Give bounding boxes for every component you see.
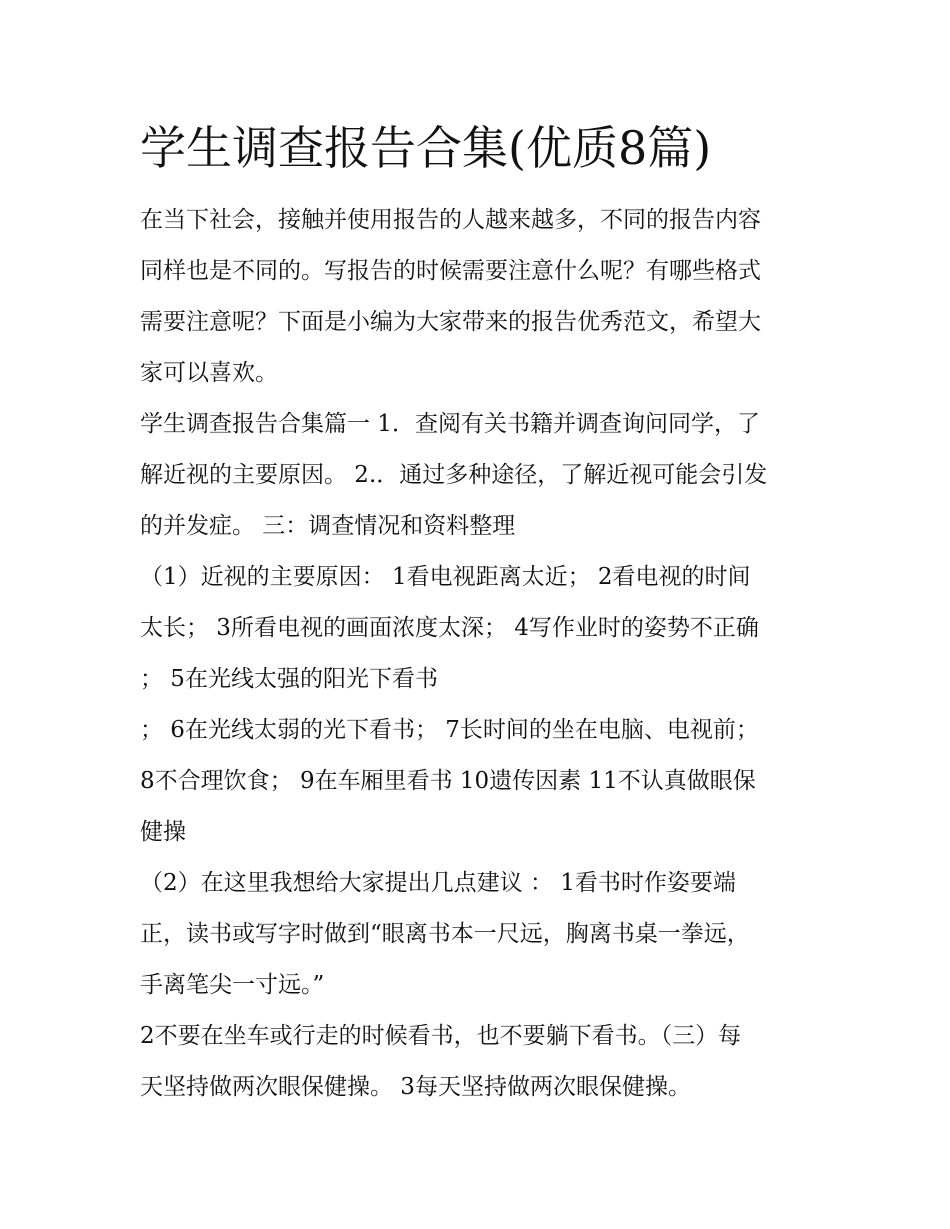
paragraph-line: 正，读书或写字时做到“眼离书本一尺远，胸离书桌一拳远， [140, 921, 750, 947]
paragraph-line: 健操 [140, 819, 186, 845]
paragraph-line: 家可以喜欢。 [140, 360, 278, 386]
paragraph-line: 的并发症。 三：调查情况和资料整理 [140, 513, 516, 539]
paragraph-line: 在当下社会，接触并使用报告的人越来越多，不同的报告内容 [140, 207, 761, 233]
paragraph-line: 太长； 3所看电视的画面浓度太深； 4写作业时的姿势不正确 [140, 615, 759, 641]
paragraph-line: 同样也是不同的。写报告的时候需要注意什么呢？有哪些格式 [140, 258, 761, 284]
paragraph-line: 需要注意呢？下面是小编为大家带来的报告优秀范文，希望大 [140, 309, 761, 335]
paragraph-line: （2）在这里我想给大家提出几点建议 ： 1看书时作姿要端 [140, 870, 736, 896]
paragraph-line: 8不合理饮食； 9在车厢里看书 10遗传因素 11不认真做眼保 [140, 768, 756, 794]
paragraph-line: 学生调查报告合集篇一 1．查阅有关书籍并调查询问同学，了 [140, 411, 760, 437]
paragraph-line: 2不要在坐车或行走的时候看书，也不要躺下看书。（三）每 [140, 1023, 742, 1049]
paragraph-line: 天坚持做两次眼保健操。 3每天坚持做两次眼保健操。 [140, 1074, 691, 1100]
paragraph-line: ； 5在光线太强的阳光下看书 [140, 666, 438, 692]
document-title: 学生调查报告合集(优质8篇) [140, 121, 712, 175]
paragraph-line: 解近视的主要原因。 2.．通过多种途径，了解近视可能会引发 [140, 462, 768, 488]
paragraph-line: （1）近视的主要原因： 1看电视距离太近； 2看电视的时间 [140, 564, 751, 590]
paragraph-line: 手离笔尖一寸远。” [140, 972, 325, 998]
paragraph-line: ； 6在光线太弱的光下看书； 7长时间的坐在电脑、电视前； [140, 717, 759, 743]
